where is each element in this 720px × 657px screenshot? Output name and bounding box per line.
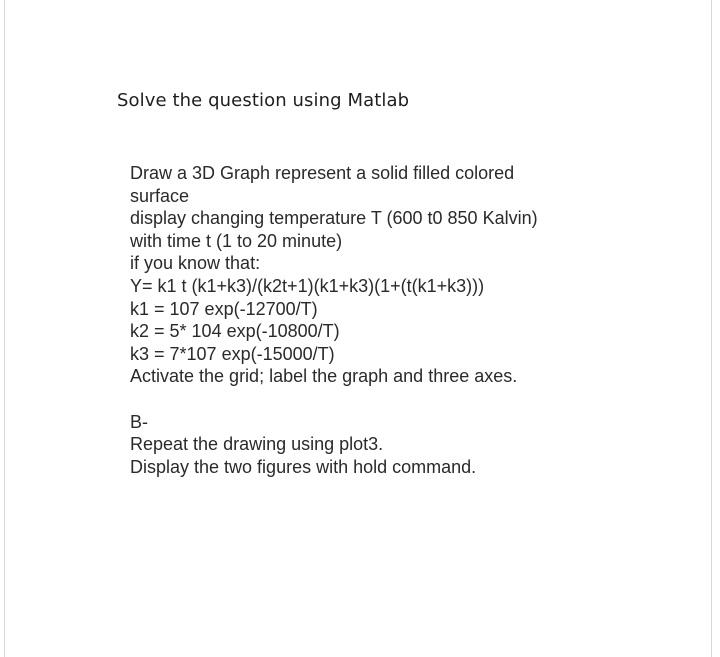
part-b-label: B- [130, 411, 148, 432]
section-gap [130, 388, 600, 411]
part-a-instruction: Activate the grid; label the graph and three axes. [130, 366, 518, 387]
equation-k2: k2 = 5* 104 exp(-10800/T) [130, 321, 340, 342]
part-a-line-5: if you know that: [130, 253, 261, 274]
document-page [4, 0, 712, 657]
part-a-line-3: display changing temperature T (600 t0 850 Kalvin) [130, 208, 538, 229]
equation-k3: k3 = 7*107 exp(-15000/T) [130, 343, 335, 364]
part-b-line-1: Repeat the drawing using plot3. [130, 434, 384, 455]
part-a-line-2: surface [130, 185, 190, 206]
question-body [130, 162, 600, 478]
equation-y: Y= k1 t (k1+k3)/(k2t+1)(k1+k3)(1+(t(k1+k3))) [130, 275, 485, 296]
part-a-line-4: with time t (1 to 20 minute) [130, 230, 343, 251]
equation-k1: k1 = 107 exp(-12700/T) [130, 298, 318, 319]
part-b-line-2: Display the two figures with hold command. [130, 456, 477, 477]
question-heading: Solve the question using Matlab [117, 90, 410, 111]
part-a-line-1: Draw a 3D Graph represent a solid filled colored [130, 163, 515, 183]
